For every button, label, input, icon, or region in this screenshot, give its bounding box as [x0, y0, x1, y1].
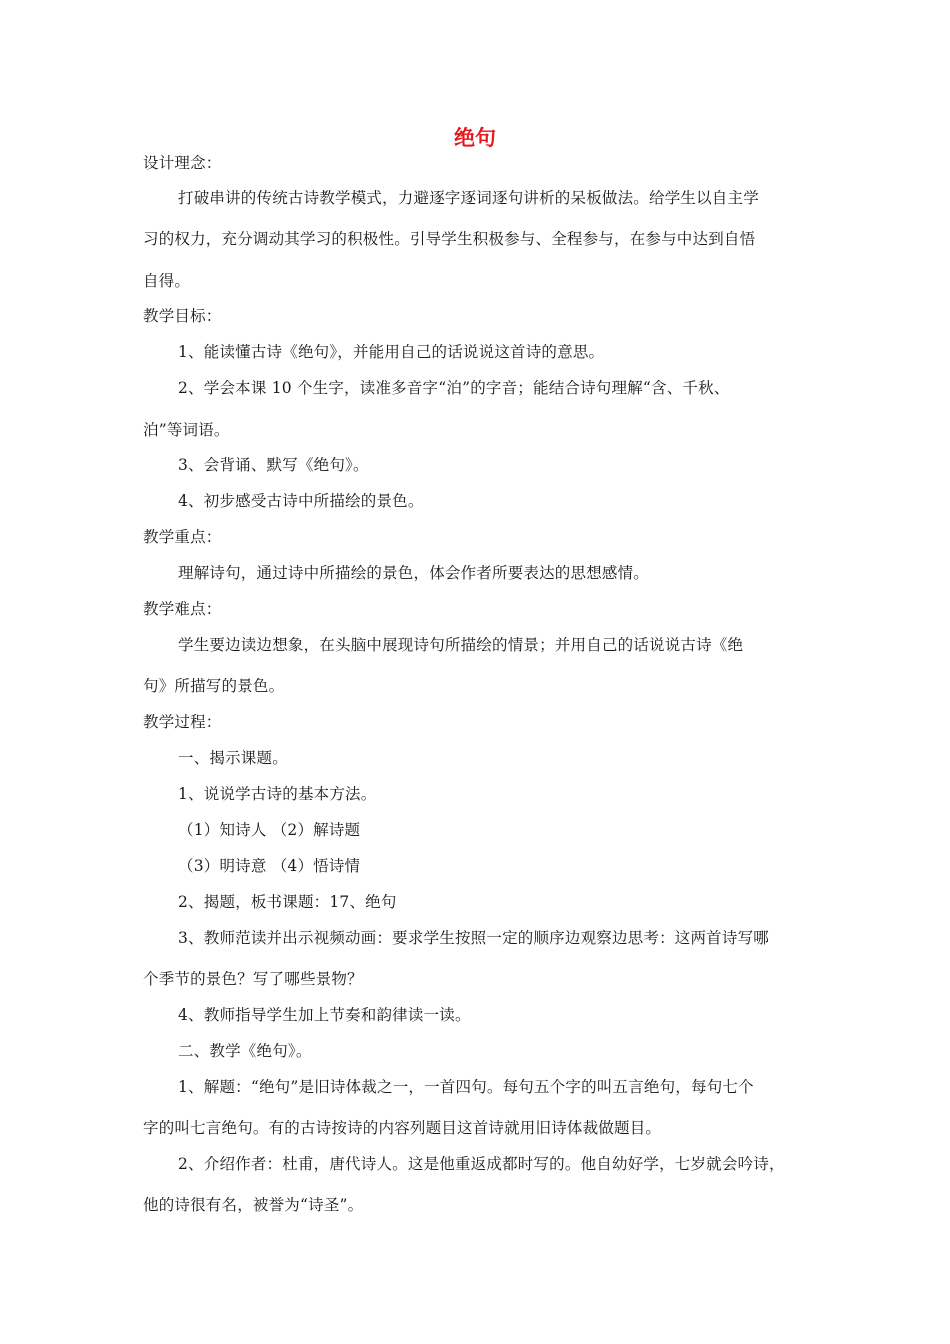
paragraph-line: 习的权力，充分调动其学习的积极性。引导学生积极参与、全程参与，在参与中达到自悟 — [143, 230, 756, 248]
section-heading-design: 设计理念： — [143, 154, 222, 172]
list-item: 2、学会本课 10 个生字，读准多音字“泊”的字音；能结合诗句理解“含、千秋、 — [178, 379, 730, 397]
paragraph-line: 理解诗句，通过诗中所描绘的景色，体会作者所要表达的思想感情。 — [178, 564, 650, 582]
section-heading-process: 教学过程： — [143, 713, 222, 731]
list-item: （3）明诗意 （4）悟诗情 — [178, 857, 361, 875]
section-heading-key-points: 教学重点： — [143, 528, 222, 546]
paragraph-line: 打破串讲的传统古诗教学模式，力避逐字逐词逐句讲析的呆板做法。给学生以自主学 — [178, 189, 759, 207]
paragraph-line: 句》所描写的景色。 — [143, 677, 285, 695]
paragraph-line: 字的叫七言绝句。有的古诗按诗的内容列题目这首诗就用旧诗体裁做题目。 — [143, 1119, 662, 1137]
list-item: 1、能读懂古诗《绝句》，并能用自己的话说说这首诗的意思。 — [178, 343, 605, 361]
list-item: 二、教学《绝句》。 — [178, 1042, 312, 1060]
paragraph-line: 个季节的景色？写了哪些景物？ — [143, 970, 363, 988]
list-item: （1）知诗人 （2）解诗题 — [178, 821, 361, 839]
section-heading-goals: 教学目标： — [143, 307, 222, 325]
list-item: 1、解题：“绝句”是旧诗体裁之一，一首四句。每句五个字的叫五言绝句，每句七个 — [178, 1078, 754, 1096]
section-heading-difficulties: 教学难点： — [143, 600, 222, 618]
list-item: 2、揭题，板书课题：17、绝句 — [178, 893, 397, 911]
list-item: 1、说说学古诗的基本方法。 — [178, 785, 377, 803]
paragraph-line: 自得。 — [143, 272, 191, 290]
list-item: 2、介绍作者：杜甫，唐代诗人。这是他重返成都时写的。他自幼好学，七岁就会吟诗， — [178, 1155, 785, 1173]
list-item: 3、会背诵、默写《绝句》。 — [178, 456, 369, 474]
paragraph-line: 学生要边读边想象，在头脑中展现诗句所描绘的情景；并用自己的话说说古诗《绝 — [178, 636, 744, 654]
list-item: 一、揭示课题。 — [178, 749, 288, 767]
list-item: 4、教师指导学生加上节奏和韵律读一读。 — [178, 1006, 471, 1024]
list-item: 4、初步感受古诗中所描绘的景色。 — [178, 492, 424, 510]
document-title: 绝句 — [454, 126, 496, 150]
paragraph-line: 他的诗很有名，被誉为“诗圣”。 — [143, 1196, 364, 1214]
paragraph-line: 泊”等词语。 — [143, 421, 230, 439]
list-item: 3、教师范读并出示视频动画：要求学生按照一定的顺序边观察边思考：这两首诗写哪 — [178, 929, 769, 947]
